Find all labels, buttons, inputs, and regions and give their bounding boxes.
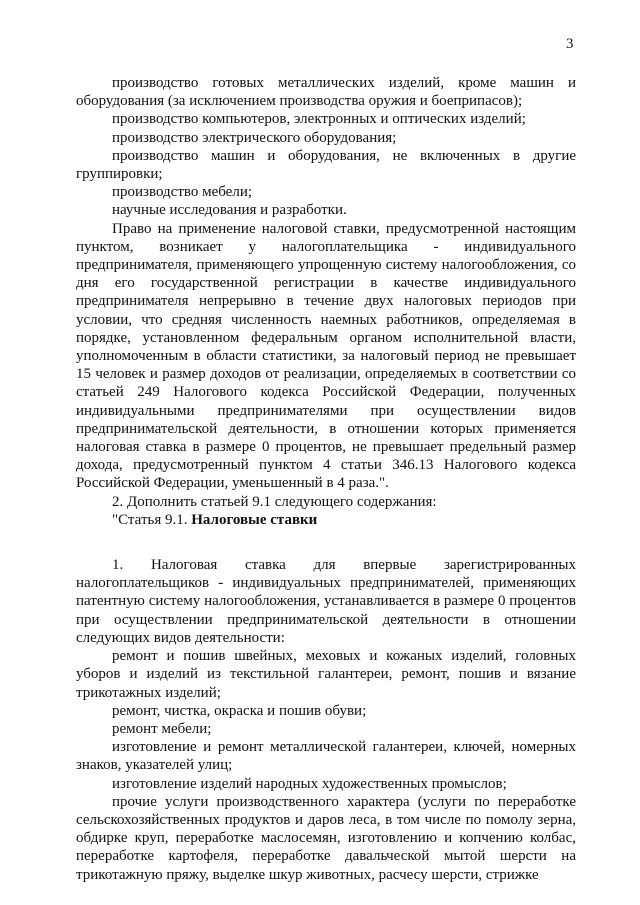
paragraph: изготовление изделий народных художественных промыслов; bbox=[112, 775, 507, 792]
document-body bbox=[76, 74, 576, 884]
paragraph: производство компьютеров, электронных и оптических изделий; bbox=[112, 111, 526, 128]
paragraph: производство готовых металлических изделий, кроме машин и оборудования (за исключением производства оружия и боеприпасов); bbox=[76, 75, 576, 110]
paragraph: производство мебели; bbox=[112, 184, 253, 201]
paragraph: прочие услуги производственного характера (услуги по переработке сельскохозяйственных продуктов и даров леса, в том числе по помолу зерна, обдирке круп, переработке маслосемян, изготовлению и копчению колбас, переработке картофеля, переработке давальческой мытой шерсти на трикотажную пряжу, выделке шкур животных, расчесу шерсти, стрижке bbox=[76, 793, 576, 883]
spacer bbox=[76, 529, 576, 556]
paragraph: ремонт, чистка, окраска и пошив обуви; bbox=[112, 702, 367, 719]
page-number: 3 bbox=[566, 36, 574, 52]
paragraph: производство электрического оборудования; bbox=[112, 129, 397, 146]
article-heading-prefix: "Статья 9.1. bbox=[112, 511, 192, 528]
paragraph: 1. Налоговая ставка для впервые зарегистрированных налогоплательщиков - индивидуальных предпринимателей, применяющих патентную систему налогообложения, устанавливается в размере 0 процентов при осуществлении предпринимательской деятельности в отношении следующих видов деятельности: bbox=[76, 557, 576, 646]
paragraph: производство машин и оборудования, не включенных в другие группировки; bbox=[76, 147, 576, 183]
paragraph: ремонт мебели; bbox=[112, 720, 212, 737]
paragraph: ремонт и пошив швейных, меховых и кожаных изделий, головных уборов и изделий из текстильной галантереи, ремонт, пошив и вязание трикотажных изделий; bbox=[76, 648, 576, 701]
paragraph: Право на применение налоговой ставки, предусмотренной настоящим пунктом, возникает у налогоплательщика - индивидуального предпринимателя, применяющего упрощенную систему налогообложения, со дня его государственной регистрации в качестве индивидуального предпринимателя непрерывно в течение двух налоговых периодов при условии, что средняя численность наемных работников, определяемая в порядке, установленном федеральным органом исполнительной власти, уполномоченным в области статистики, за налоговый период не превышает 15 человек и размер доходов от реализации, определяемых в соответствии со статьей 249 Налогового кодекса Российской Федерации, полученных индивидуальными предпринимателями при осуществлении видов предпринимательской деятельности, в отношении которых применяется налоговая ставка в размере 0 процентов, не превышает предельный размер дохода, предусмотренный пунктом 4 статьи 346.13 Налогового кодекса Российской Федерации, уменьшенный в 4 раза.". bbox=[76, 220, 576, 492]
article-heading-title: Налоговые ставки bbox=[191, 511, 318, 528]
paragraph: 2. Дополнить статьей 9.1 следующего содержания: bbox=[112, 493, 437, 510]
paragraph: изготовление и ремонт металлической галантереи, ключей, номерных знаков, указателей улиц; bbox=[76, 739, 576, 774]
article-heading bbox=[76, 511, 576, 529]
paragraph: научные исследования и разработки. bbox=[112, 202, 347, 219]
